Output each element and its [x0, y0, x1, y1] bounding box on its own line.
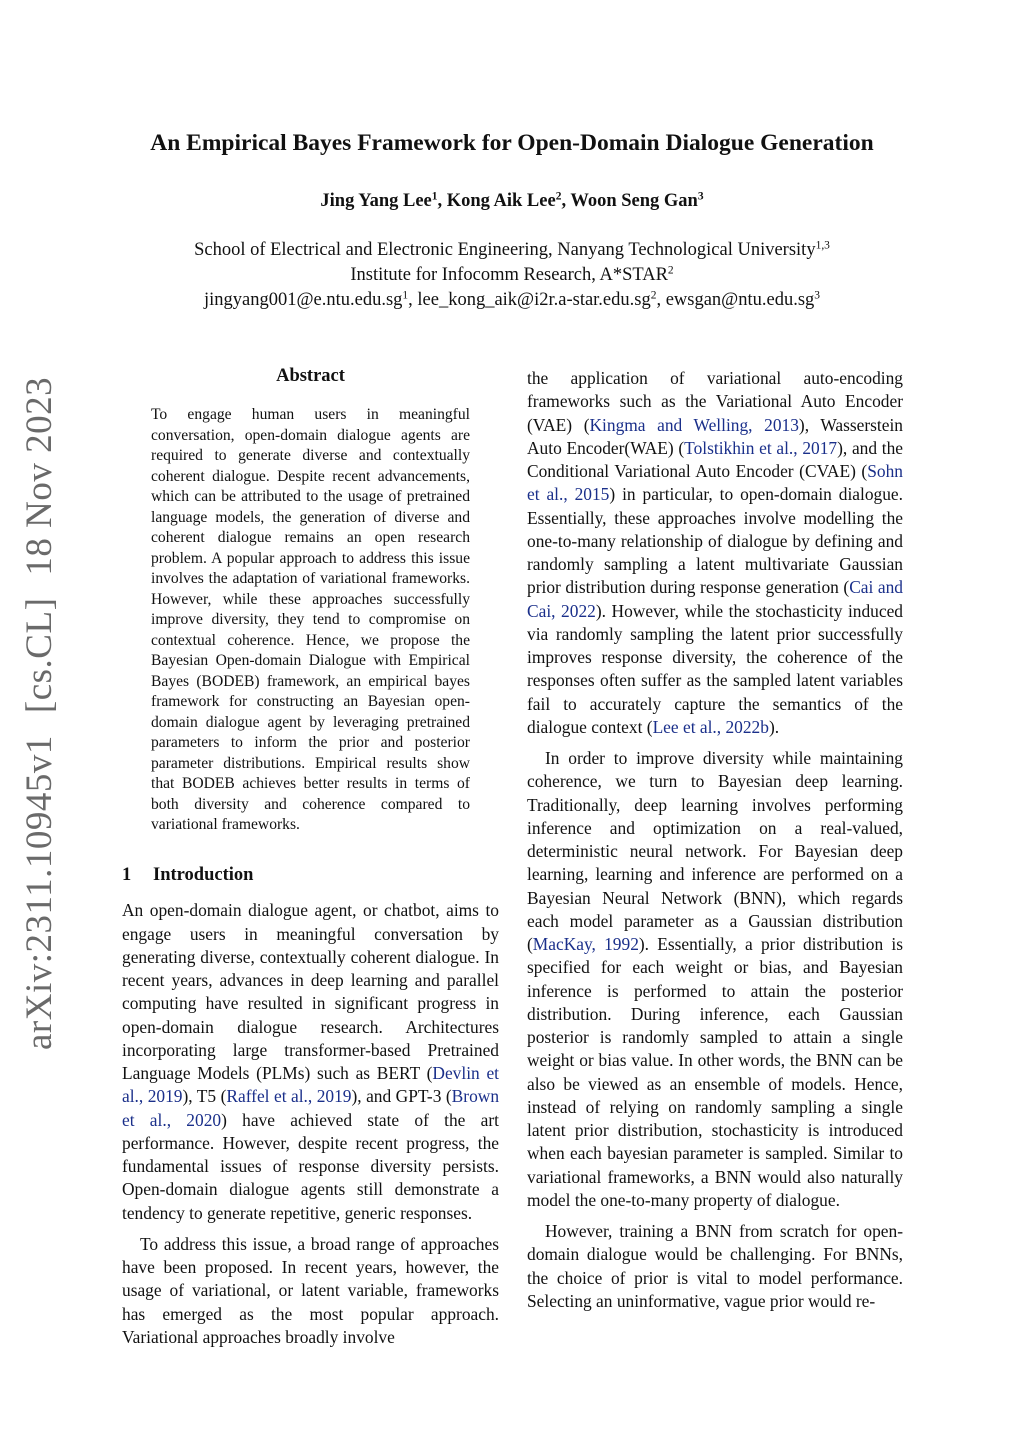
affiliation-mark: 1,3 [815, 239, 830, 252]
paragraph [527, 747, 903, 1212]
section-heading [122, 864, 499, 887]
paragraph-text: ). [768, 716, 780, 737]
citation-link[interactable]: Sohn et al., 2015 [527, 461, 903, 505]
affiliation-ntu: School of Electrical and Electronic Engineering, Nanyang Technological University [194, 240, 816, 260]
email-mark: 3 [814, 289, 821, 302]
author-mark: 2 [555, 190, 562, 203]
paragraph-text: In order to improve diversity while maintaining coherence, we turn to Bayesian deep learning. Traditionally, deep learning involves performing inference and optimization on a real-valued, deterministic neural network. For Bayesian deep learning, learning and inference are performed on a Bayesian Neural Network (BNN), which regards each model parameter as a Gaussian distribution ( [527, 748, 903, 954]
paragraph-text: ) in particular, to open-domain dialogue. Essentially, these approaches involve modelling the one-to-many relationship of dialogue by defining and randomly sampling a latent multivariate Gaussian prior distribution during response generation ( [527, 484, 903, 598]
arxiv-date: 18 Nov 2023 [19, 376, 60, 576]
paragraph [527, 367, 903, 739]
author-name: Woon Seng Gan [570, 191, 698, 211]
citation-link[interactable]: Devlin et al., 2019 [122, 1063, 499, 1107]
paragraph-text: the application of variational auto-encoding frameworks such as the Variational Auto Encoder (VAE) ( [527, 368, 903, 435]
section-title: Introduction [153, 865, 254, 885]
abstract-heading: Abstract [276, 366, 345, 386]
email-address[interactable]: ewsgan@ntu.edu.sg [665, 290, 815, 310]
paragraph-text: ). However, while the stochasticity induced via randomly sampling the latent prior successfully improves response diversity, the coherence of the responses often suffer as the sampled latent variables fail to accurately capture the semantics of the dialogue context ( [527, 600, 903, 737]
citation-link[interactable]: MacKay, 1992 [532, 934, 639, 954]
section-number: 1 [122, 865, 132, 885]
citation-link[interactable]: Raffel et al., 2019 [226, 1086, 352, 1107]
author-name: Kong Aik Lee [446, 191, 556, 211]
paragraph-text: ), Wasserstein Auto Encoder(WAE) ( [527, 414, 903, 458]
citation-link[interactable]: Tolstikhin et al., 2017 [684, 437, 838, 458]
citation-link[interactable]: Brown et al., 2020 [122, 1086, 500, 1130]
affiliation-astar: Institute for Infocomm Research, A*STAR [350, 265, 668, 285]
affiliation-line [0, 240, 1024, 261]
right-column [527, 367, 903, 1313]
email-line: $jingyang001@e.ntu.edu.sg^1$, $lee\_kong\_aik@i2r.a-star.edu.sg^2$, $ewsgan@ntu.edu.sg^3$ [203, 289, 821, 310]
paragraph-text: ), and the Conditional Variational Auto Encoder (CVAE) ( [527, 437, 903, 481]
citation-link[interactable]: Kingma and Welling, 2013 [589, 414, 799, 435]
author-name: Jing Yang Lee [320, 191, 432, 211]
affiliation-mark: 2 [667, 264, 674, 277]
paragraph-text: ), and GPT-3 ( [351, 1086, 452, 1107]
arxiv-side-stamp [18, 377, 61, 1050]
author-mark: 3 [697, 190, 704, 203]
arxiv-id: arXiv:2311.10945v1 [19, 735, 60, 1050]
paragraph-text: ) have achieved state of the art performance. However, despite recent progress, the fundamental issues of response diversity persists. Open-domain dialogue agents still demonstrate a tendency to generate repetitive, generic responses. [122, 1109, 499, 1223]
paragraph-text: An open-domain dialogue agent, or chatbot, aims to engage users in meaningful conversation by generating diverse, contextually coherent dialogue. In recent years, advances in deep learning and parallel computing have resulted in significant progress in open-domain dialogue research. Architectures incorporating large transformer-based Pretrained Language Models (PLMs) such as BERT ( [122, 900, 499, 1083]
email-address[interactable]: lee_kong_aik@i2r.a-star.edu.sg [417, 290, 651, 310]
abstract-body [151, 405, 470, 836]
author-mark: 1 [431, 190, 438, 203]
citation-link[interactable]: Cai and Cai, 2022 [527, 577, 903, 621]
paragraph: However, training a BNN from scratch for open-domain dialogue would be challenging. For BNNs, the choice of prior is vital to model performance. Selecting an uninformative, vague prior would re- [527, 1221, 903, 1311]
paragraph-text: ). Essentially, a prior distribution is specified for each weight or bias, and Bayesian inference is performed to attain the posterior distribution. During inference, each Gaussian posterior is randomly sampled to attain a single weight or bias value. In other words, the BNN can be also be viewed as an ensemble of models. Hence, instead of relying on randomly sampling a single latent prior distribution, stochasticity is introduced when each bayesian parameter is sampled. Similar to variational frameworks, a BNN would also naturally model the one-to-many property of dialogue. [527, 934, 903, 1210]
abstract-text: To engage human users in meaningful conversation, open-domain dialogue agents are required to generate diverse and contextually coherent dialogue. Despite recent advancements, which can be attributed to the usage of pretrained language models, the generation of diverse and coherent dialogue remains an open research problem. A popular approach to address this issue involves the adaptation of variational frameworks. However, while these approaches successfully improve diversity, they tend to compromise on contextual coherence. Hence, we propose the Bayesian Open-domain Dialogue with Empirical Bayes (BODEB) framework, an empirical bayes framework for constructing an Bayesian open-domain dialogue agent by leveraging pretrained parameters to inform the prior and posterior parameter distributions. Empirical results show that BODEB achieves better results in terms of both diversity and coherence compared to variational frameworks. [151, 406, 470, 833]
affiliation-line [0, 265, 1024, 286]
citation-link[interactable]: Lee et al., 2022b [652, 716, 769, 737]
paragraph-text: ), T5 ( [182, 1086, 227, 1107]
email-mark: 2 [650, 289, 657, 302]
paragraph: To address this issue, a broad range of approaches have been proposed. In recent years, however, the usage of variational, or latent variable, frameworks has emerged as the most popular approach. Variational approaches broadly involve [122, 1233, 499, 1347]
arxiv-category: [cs.CL] [19, 597, 60, 714]
paragraph [122, 899, 499, 1225]
left-column [122, 864, 499, 1349]
paper-title: An Empirical Bayes Framework for Open-Domain Dialogue Generation [150, 130, 874, 156]
email-mark: 1 [402, 289, 409, 302]
author-list: Jing Yang Lee$^1$, Kong Aik Lee$^2$, Woon Seng Gan$^3$ [320, 190, 704, 211]
email-address[interactable]: jingyang001@e.ntu.edu.sg [203, 290, 403, 310]
